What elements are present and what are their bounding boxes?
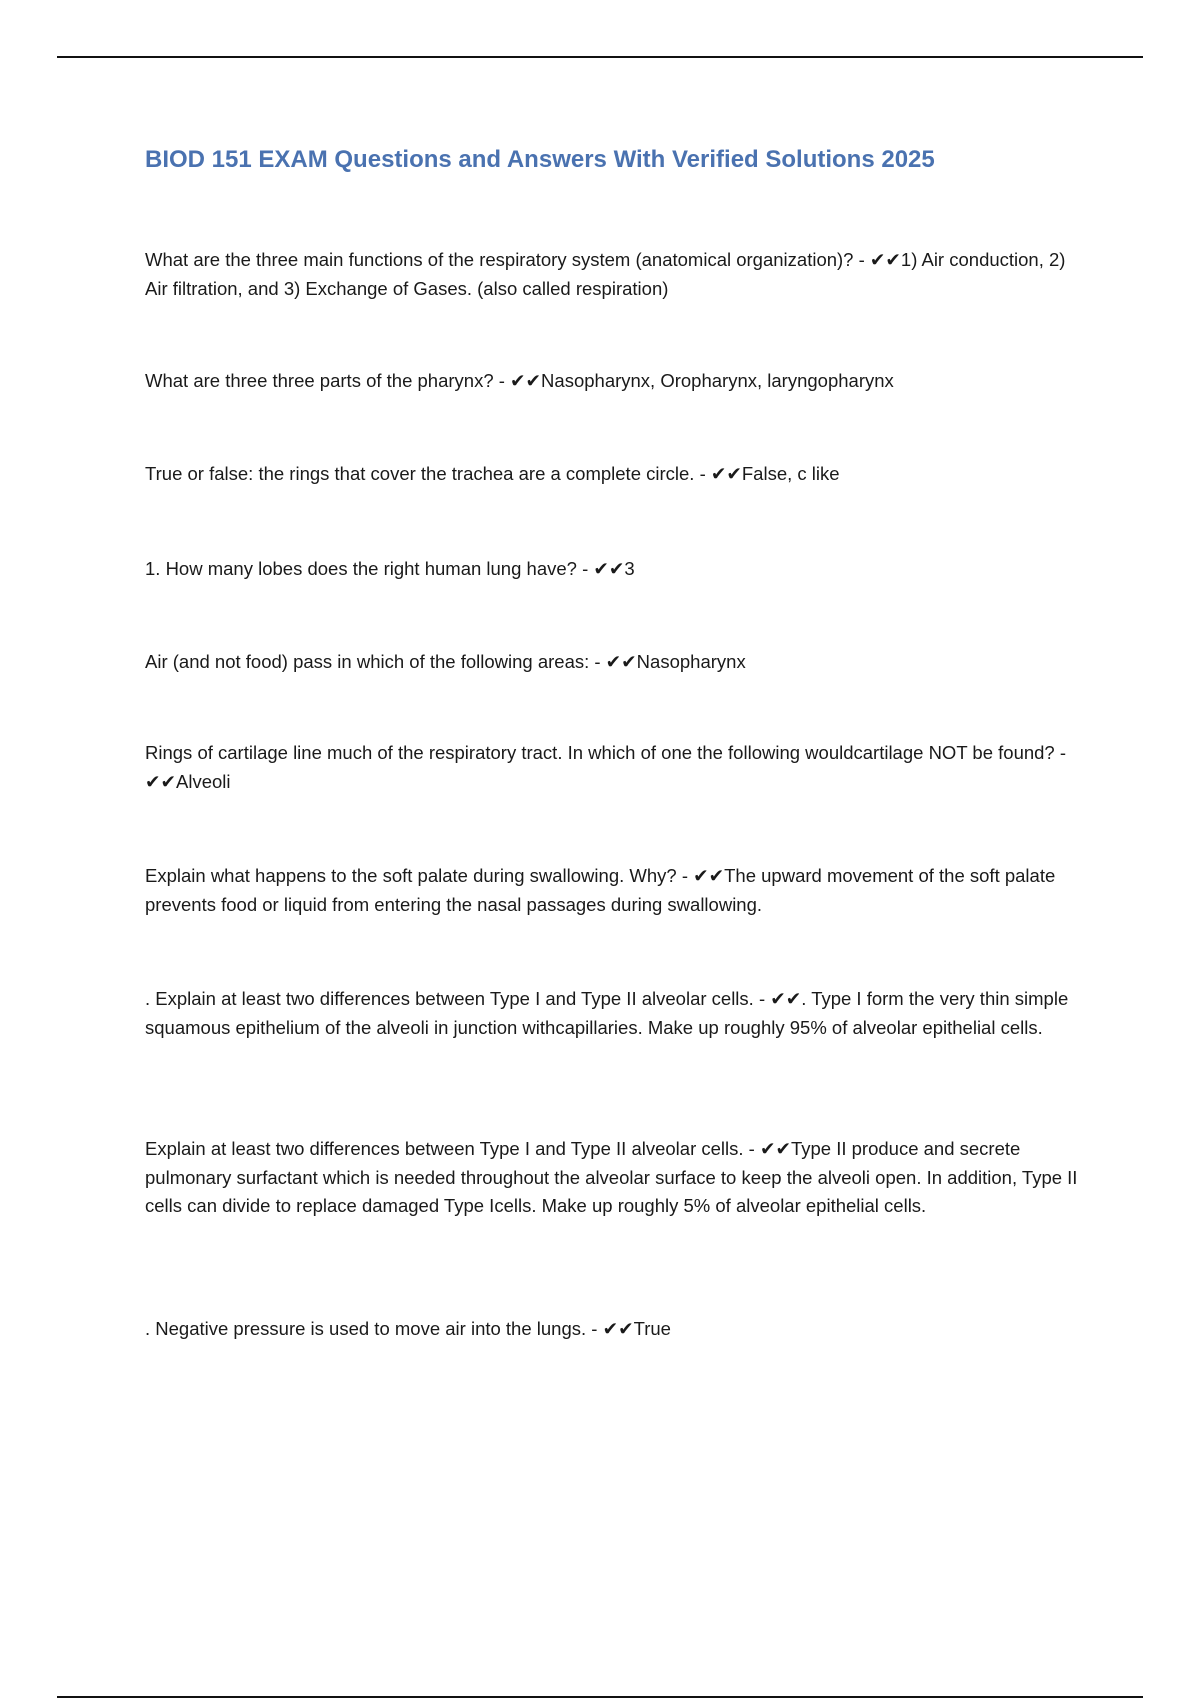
header-rule — [57, 56, 1143, 58]
qa-item-3: True or false: the rings that cover the trachea are a complete circle. - ✔✔False, c like — [145, 463, 840, 484]
qa-item-7: Explain what happens to the soft palate during swallowing. Why? - ✔✔The upward movement of the soft palate prevents food or liquid from entering the nasal passages during swallowing. — [145, 865, 1056, 915]
qa-item-9: Explain at least two differences between Type I and Type II alveolar cells. - ✔✔Type II produce and secrete pulmonary surfactant which is needed throughout the alveolar surface to keep the alveoli open. In addition, Type II cells can divide to replace damaged Type Icells. Make up roughly 5% of alveolar epithelial cells. — [145, 1138, 1078, 1216]
qa-item-8: . Explain at least two differences between Type I and Type II alveolar cells. - ✔✔. Type I form the very thin simple squamous epithelium of the alveoli in junction withcapillaries. Make up roughly 95% of alveolar epithelial cells. — [145, 988, 1069, 1038]
qa-item-4: 1. How many lobes does the right human lung have? - ✔✔3 — [145, 558, 635, 579]
qa-item-6: Rings of cartilage line much of the respiratory tract. In which of one the following wouldcartilage NOT be found? - ✔✔Alveoli — [145, 742, 1067, 792]
qa-item-10: . Negative pressure is used to move air into the lungs. - ✔✔True — [145, 1318, 671, 1339]
qa-item-1: What are the three main functions of the respiratory system (anatomical organization)? - ✔✔1) Air conduction, 2) Air filtration, and 3) Exchange of Gases. (also called respiration) — [145, 249, 1066, 299]
qa-item-5: Air (and not food) pass in which of the following areas: - ✔✔Nasopharynx — [145, 651, 746, 672]
footer-rule — [57, 1696, 1143, 1698]
document-title: BIOD 151 EXAM Questions and Answers With Verified Solutions 2025 — [145, 146, 935, 173]
qa-item-2: What are three three parts of the pharynx? - ✔✔Nasopharynx, Oropharynx, laryngopharynx — [145, 370, 894, 391]
